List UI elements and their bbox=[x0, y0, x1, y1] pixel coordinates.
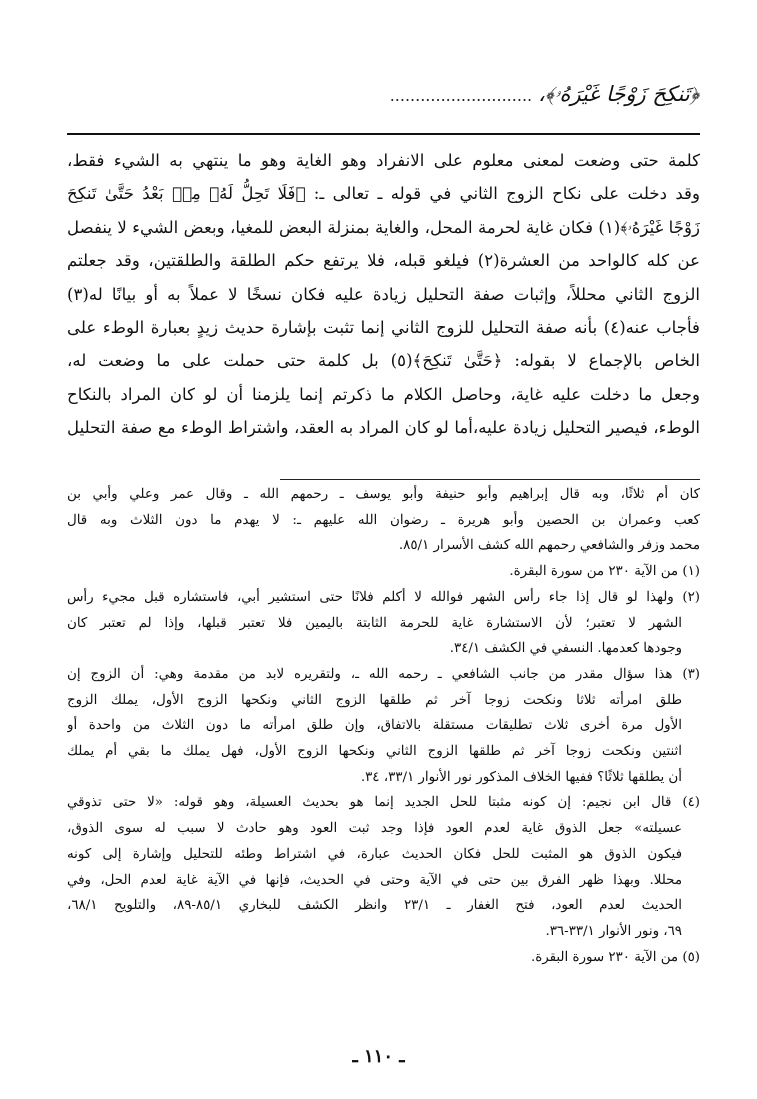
footnote-line: اثنتين ونكحت زوجا آخر ثم طلقها الزوج الثاني ونكحها الزوج الأول، فهل يملك ما بقي أم يملك bbox=[67, 744, 682, 760]
main-text-line: زَوْجًا غَيْرَهُۥ﴾(١) فكان غاية لحرمة المحل، والغاية بمنزلة البعض للمغيا، وبعض الشيء لا ينفصل bbox=[67, 217, 700, 237]
footnote-line: كعب وعمران بن الحصين وأبو هريرة ـ رضوان الله عليهم ـ: لا يهدم ما دون الثلاث وبه قال bbox=[67, 512, 700, 528]
main-text-line: الخاص بالإجماع لا بقوله: ﴿حَتَّىٰ تَنكِحَ﴾(٥) بل كلمة حتى حملت على ما وضعت له، bbox=[67, 351, 700, 371]
footnote-4: (٤) قال ابن نجيم: إن كونه مثبتا للحل الجديد إنما هو بحديث العسيلة، وهو قوله: «لا حتى تذوقي bbox=[67, 795, 700, 811]
footnote-separator bbox=[280, 479, 700, 480]
main-text-line: الزوج الثاني محللاً، وإثبات صفة التحليل زيادة عليه فكان نسخًا لا عملاً به أو بيانًا له(٣) bbox=[67, 284, 700, 304]
footnote-line: وجودها كعدمها. النسفي في الكشف ٣٤/١. bbox=[449, 641, 682, 657]
footnote-line: عسيلته» جعل الذوق غاية لعدم العود فإذا وجد ثبت العود وهو حادث لا سبب له سوى الذوق، bbox=[67, 821, 682, 837]
main-text-line: الوطء، فيصير التحليل زيادة عليه،أما لو كان المراد به العقد، واشتراط الوطء مع صفة التحليل bbox=[67, 418, 700, 438]
header-leader-dots: ............................ bbox=[389, 86, 533, 105]
footnote-line: كان أم ثلاثًا، وبه قال إبراهيم وأبو حنيفة وأبو يوسف ـ رحمهم الله ـ وقال عمر وعلي وأبي بن bbox=[67, 487, 700, 502]
main-text-line: عن كله كالواحد من العشرة(٢) فيلغو قبله، فلا يرتفع حكم الطلقة والطلقتين، وقد جعلتم bbox=[67, 251, 700, 271]
footnote-line: الشهر لا تعتبر؛ لأن الاستشارة غاية للحرمة الثابتة باليمين فلا تعتبر قبلها، وإذا لم تعتبر كان bbox=[67, 615, 682, 631]
footnotes bbox=[67, 482, 700, 970]
footnote-3: (٣) هذا سؤال مقدر من جانب الشافعي ـ رحمه الله ـ، ولتقريره لابد من مقدمة وهي: أن الزوج إن bbox=[67, 666, 700, 682]
running-header-title: ﴿تَنكِحَ زَوْجًا غَيْرَهُۥ﴾، bbox=[538, 82, 699, 106]
footnote-line: أن يطلقها ثلاثًا؟ ففيها الخلاف المذكور نور الأنوار ٣٣/١، ٣٤. bbox=[360, 769, 682, 785]
footnote-line: الأول مرة أخرى ثلاث تطليقات مستقلة بالاتفاق، وإن طلق امرأته ما دون الثلاث من واحدة أو bbox=[67, 718, 682, 734]
footnote-5: (٥) من الآية ٢٣٠ سورة البقرة. bbox=[530, 949, 700, 965]
page-number: ـ ١١٠ ـ bbox=[352, 1046, 405, 1067]
footnote-2: (٢) ولهذا لو قال إذا جاء رأس الشهر فوالله لا أكلم فلانًا حتى استشير أبي، فاستشاره قبل مجيء رأس bbox=[67, 589, 700, 605]
footnote-line: طلق امرأته ثلاثا ونكحت زوجا آخر ثم طلقها الزوج الثاني ونكحها الزوج الأول، يملك الزوج bbox=[67, 692, 682, 708]
footnote-line: محللا. وبهذا ظهر الفرق بين حتى في الآية وحتى في الحديث، فإنها في الآية غاية لعدم الحل، وفي bbox=[67, 872, 682, 888]
footnote-line: فيكون الذوق هو المثبت للحل فكان الحديث عبارة، في اشتراط وطئه للتحليل وإشارة إلى كونه bbox=[67, 846, 682, 862]
footnote-1: (١) من الآية ٢٣٠ من سورة البقرة. bbox=[509, 564, 700, 580]
footnote-line: الحديث لعدم العود، فتح الغفار ـ ٢٣/١ وانظر الكشف للبخاري ٨٥/١-٨٩، والتلويح ٦٨/١، bbox=[67, 898, 682, 914]
main-text-line: وقد دخلت على نكاح الزوج الثاني في قوله ـ تعالى ـ: ﴿فَلَا تَحِلُّ لَهُۥ مِنۢ بَعْدُ حَتَّىٰ تَنكِحَ bbox=[67, 184, 700, 204]
main-text-line: فأجاب عنه(٤) بأنه صفة التحليل للزوج الثاني إنما تثبت بإشارة حديث زيدٍ بعبارة الوطء على bbox=[67, 318, 700, 338]
footnote-line: محمد وزفر والشافعي رحمهم الله كشف الأسرار ٨٥/١. bbox=[398, 538, 700, 554]
footnote-line: ٦٩، ونور الأنوار ٣٣/١-٣٦. bbox=[545, 923, 682, 939]
main-text-line: كلمة حتى وضعت لمعنى معلوم على الانفراد وهو الغاية وهو ما ينتهي به الشيء فقط، bbox=[67, 151, 700, 170]
header-rule bbox=[67, 133, 700, 135]
running-header bbox=[118, 82, 699, 118]
main-text-line: وجعل ما دخلت عليه غاية، وحاصل الكلام ما ذكرتم إنما يلزمنا أن لو كان المراد بالنكاح bbox=[67, 384, 700, 404]
main-text bbox=[67, 144, 700, 445]
